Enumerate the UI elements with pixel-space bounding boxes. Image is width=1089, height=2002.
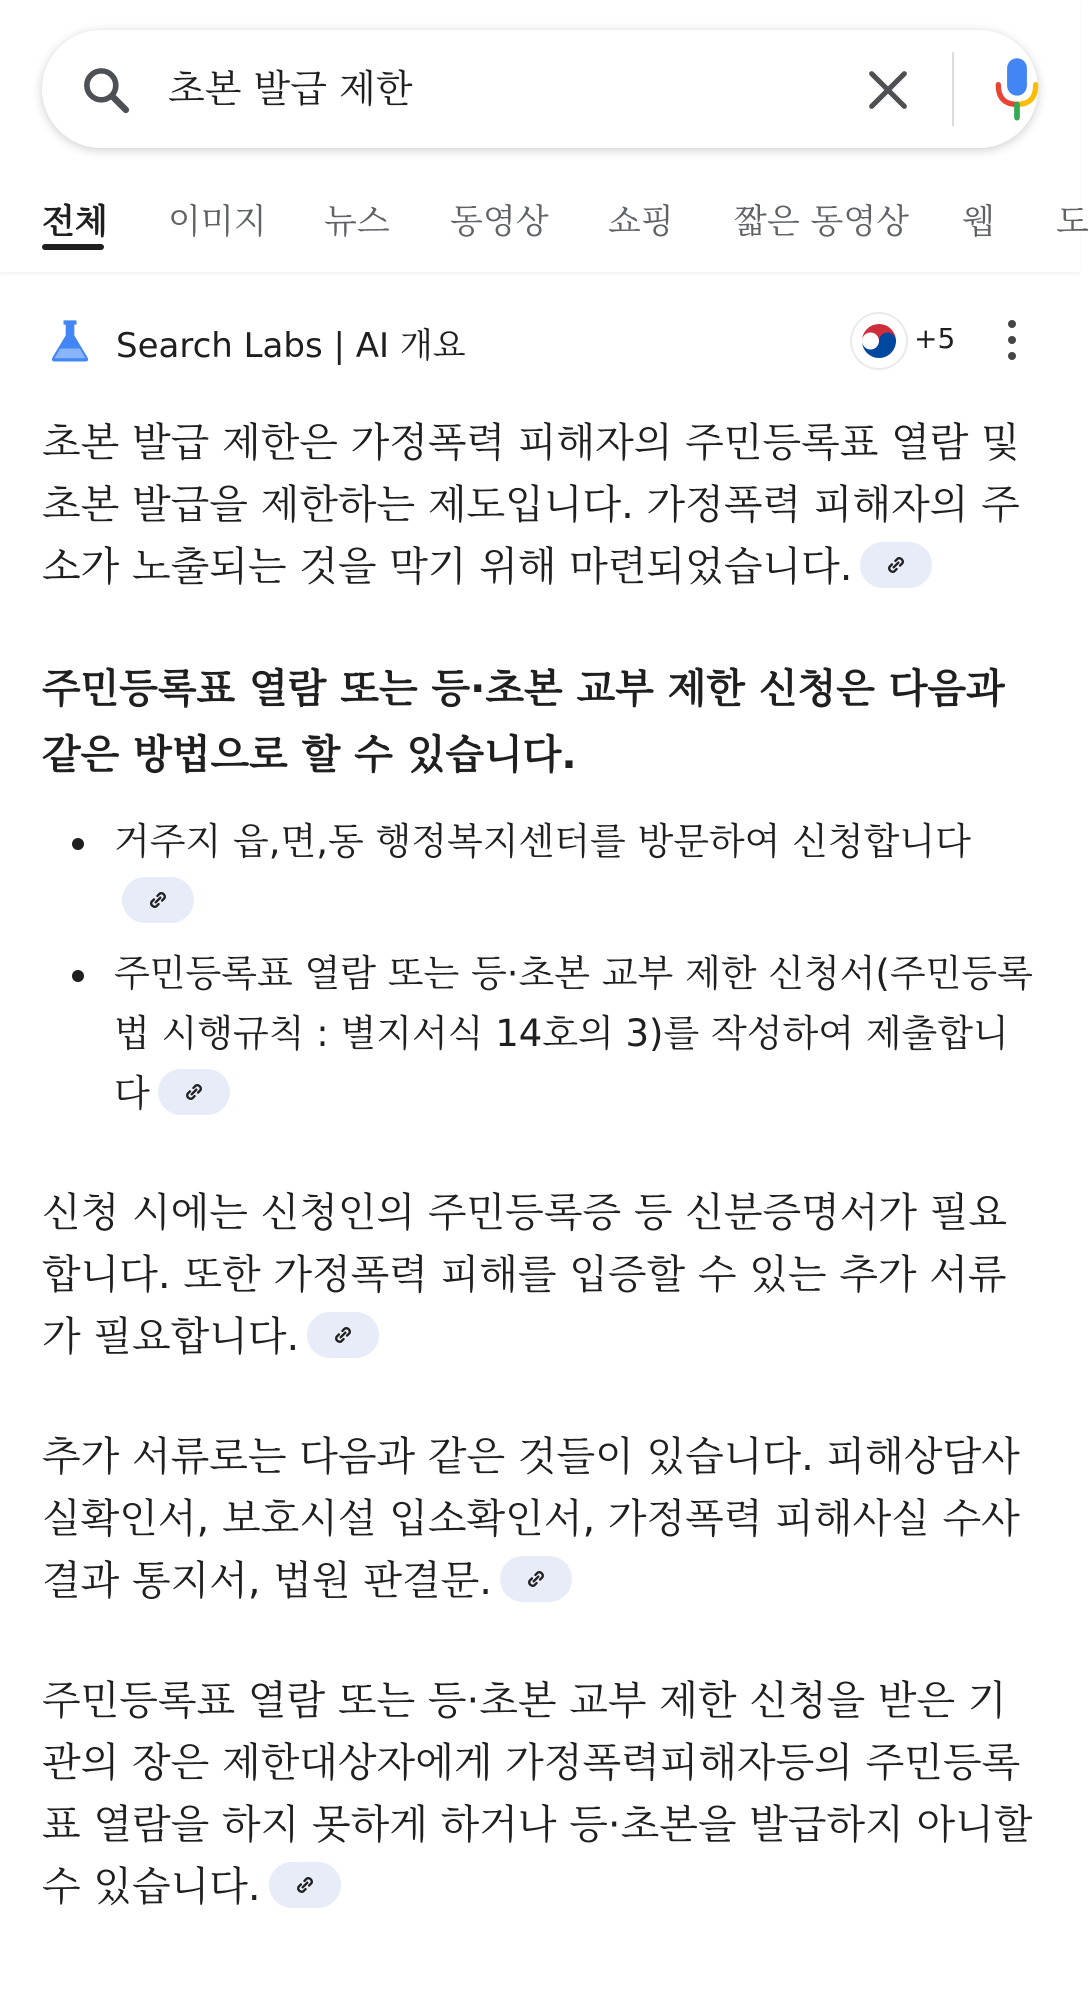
ai-overview-header	[0, 308, 1080, 378]
link-icon	[522, 1565, 550, 1593]
ai-overview-content	[42, 412, 1038, 1976]
tab-images[interactable]: 이미지	[168, 202, 267, 242]
ai-overview-title: Search Labs | AI 개요	[116, 326, 466, 366]
korea-flag-icon	[852, 314, 906, 368]
tab-short-videos[interactable]: 짧은 동영상	[734, 202, 910, 242]
list-item: 거주지 읍,면,동 행정복지센터를 방문하여 신청합니다	[72, 812, 1038, 932]
more-sources-count[interactable]: +5	[914, 322, 956, 355]
more-options-icon[interactable]	[1000, 314, 1024, 372]
top-bar	[0, 0, 1089, 272]
search-input[interactable]: 초본 발급 제한	[168, 67, 413, 111]
tab-shopping[interactable]: 쇼핑	[608, 202, 674, 242]
tab-news[interactable]: 뉴스	[324, 202, 390, 242]
tab-all[interactable]: 전체	[42, 202, 108, 242]
list-item: 주민등록표 열람 또는 등·초본 교부 제한 신청서(주민등록법 시행규칙 : 별지서식 14호의 3)를 작성하여 제출합니다	[72, 944, 1038, 1124]
clear-icon[interactable]	[860, 62, 916, 118]
overview-heading: 주민등록표 열람 또는 등·초본 교부 제한 신청은 다음과 같은 방법으로 할 수 있습니다.	[42, 666, 1005, 778]
tab-videos[interactable]: 동영상	[450, 202, 549, 242]
citation-link-button[interactable]	[269, 1862, 341, 1908]
link-icon	[882, 551, 910, 579]
labs-flask-icon	[44, 316, 96, 368]
citation-link-button[interactable]	[158, 1069, 230, 1115]
source-avatar[interactable]	[852, 314, 906, 368]
link-icon	[144, 886, 172, 914]
active-tab-indicator	[42, 244, 104, 250]
tab-web[interactable]: 웹	[962, 202, 995, 242]
search-box[interactable]	[42, 30, 1038, 148]
tab-more[interactable]: 도	[1056, 202, 1089, 242]
link-icon	[329, 1321, 357, 1349]
method-list	[72, 812, 1038, 1124]
citation-link-button[interactable]	[500, 1556, 572, 1602]
search-tabs	[0, 180, 1089, 250]
citation-link-button[interactable]	[860, 542, 932, 588]
search-divider	[952, 52, 954, 126]
overview-paragraph: 신청 시에는 신청인의 주민등록증 등 신분증명서가 필요합니다. 또한 가정폭력 피해를 입증할 수 있는 추가 서류가 필요합니다.	[42, 1190, 1008, 1360]
link-icon	[180, 1078, 208, 1106]
citation-link-button[interactable]	[122, 877, 194, 923]
link-icon	[291, 1871, 319, 1899]
search-icon[interactable]	[78, 62, 134, 118]
overview-paragraph: 주민등록표 열람 또는 등·초본 교부 제한 신청을 받은 기관의 장은 제한대상자에게 가정폭력피해자등의 주민등록표 열람을 하지 못하게 하거나 등·초본을 발급하지 아니할 수 있습니다.	[42, 1678, 1033, 1910]
overview-paragraph: 초본 발급 제한은 가정폭력 피해자의 주민등록표 열람 및 초본 발급을 제한하는 제도입니다. 가정폭력 피해자의 주소가 노출되는 것을 막기 위해 마련되었습니다.	[42, 420, 1020, 590]
overview-paragraph: 추가 서류로는 다음과 같은 것들이 있습니다. 피해상담사실확인서, 보호시설 입소확인서, 가정폭력 피해사실 수사결과 통지서, 법원 판결문.	[42, 1434, 1020, 1604]
microphone-icon[interactable]	[990, 56, 1044, 122]
citation-link-button[interactable]	[307, 1312, 379, 1358]
